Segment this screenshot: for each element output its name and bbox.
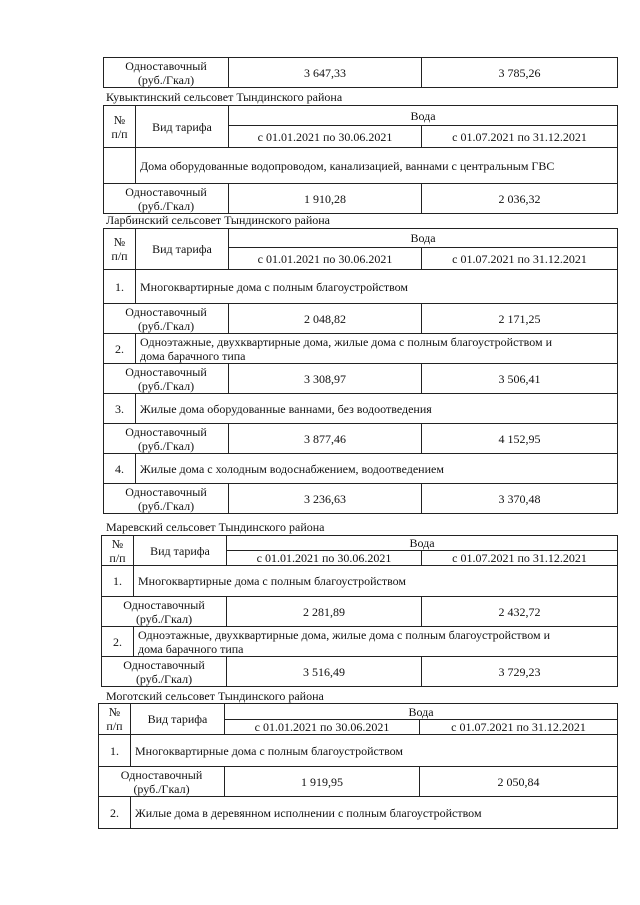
category-cell: Одноэтажные, двухквартирные дома, жилые дома с полным благоустройством и дома барачного типа	[134, 627, 618, 657]
num-header: № п/п	[99, 704, 131, 735]
category-cell: Жилые дома в деревянном исполнении с полным благоустройством	[131, 797, 618, 829]
mareya-table	[101, 535, 618, 687]
period1-header: с 01.01.2021 по 30.06.2021	[229, 126, 422, 148]
unit-cell: Одноставочный (руб./Гкал)	[102, 597, 227, 627]
value-cell: 4 152,95	[422, 424, 618, 454]
larba-table	[103, 228, 618, 514]
mogot-table	[98, 703, 618, 829]
value-cell: 2 281,89	[227, 597, 422, 627]
period2-header: с 01.07.2021 по 31.12.2021	[422, 248, 618, 270]
category-cell: Многоквартирные дома с полным благоустройством	[134, 566, 618, 597]
unit-cell: Одноставочный (руб./Гкал)	[104, 364, 229, 394]
water-header: Вода	[227, 536, 618, 551]
value-cell: 3 236,63	[229, 484, 422, 514]
num-header: № п/п	[102, 536, 134, 566]
period2-header: с 01.07.2021 по 31.12.2021	[420, 720, 618, 735]
num-cell	[104, 148, 136, 184]
category-cell: Дома оборудованные водопроводом, канализацией, ваннами с центральным ГВС	[136, 148, 618, 184]
value-cell: 3 729,23	[422, 657, 618, 687]
num-cell: 1.	[104, 270, 136, 304]
unit-cell: Одноставочный (руб./Гкал)	[99, 767, 225, 797]
value-cell: 2 036,32	[422, 184, 618, 214]
num-cell: 1.	[99, 735, 131, 767]
water-header: Вода	[229, 106, 618, 126]
period2-header: с 01.07.2021 по 31.12.2021	[422, 551, 618, 566]
tariff-type-header: Вид тарифа	[134, 536, 227, 566]
value-cell: 3 877,46	[229, 424, 422, 454]
unit-cell: Одноставочный (руб./Гкал)	[104, 58, 229, 88]
value-cell: 3 506,41	[422, 364, 618, 394]
category-cell: Многоквартирные дома с полным благоустройством	[136, 270, 618, 304]
period1-header: с 01.01.2021 по 30.06.2021	[227, 551, 422, 566]
category-cell: Одноэтажные, двухквартирные дома, жилые дома с полным благоустройством и дома барачного типа	[136, 334, 618, 364]
unit-cell: Одноставочный (руб./Гкал)	[104, 484, 229, 514]
tariff-type-header: Вид тарифа	[136, 229, 229, 270]
num-cell: 1.	[102, 566, 134, 597]
value-cell: 1 910,28	[229, 184, 422, 214]
value-cell: 3 370,48	[422, 484, 618, 514]
water-header: Вода	[229, 229, 618, 248]
num-cell: 4.	[104, 454, 136, 484]
unit-cell: Одноставочный (руб./Гкал)	[104, 184, 229, 214]
value-cell: 2 048,82	[229, 304, 422, 334]
num-cell: 2.	[104, 334, 136, 364]
section-title-mareya: Маревский сельсовет Тындинского района	[106, 520, 325, 534]
value-cell: 3 647,33	[229, 58, 422, 88]
section-title-mogot: Моготский сельсовет Тындинского района	[106, 689, 324, 703]
period1-header: с 01.01.2021 по 30.06.2021	[229, 248, 422, 270]
category-cell: Жилые дома с холодным водоснабжением, водоотведением	[136, 454, 618, 484]
kuvykta-table	[103, 105, 618, 214]
unit-cell: Одноставочный (руб./Гкал)	[102, 657, 227, 687]
num-header: № п/п	[104, 229, 136, 270]
num-cell: 2.	[99, 797, 131, 829]
value-cell: 2 432,72	[422, 597, 618, 627]
tariff-type-header: Вид тарифа	[136, 106, 229, 148]
section-title-larba: Ларбинский сельсовет Тындинского района	[106, 213, 330, 227]
num-header: № п/п	[104, 106, 136, 148]
water-header: Вода	[225, 704, 618, 720]
tariff-type-header: Вид тарифа	[131, 704, 225, 735]
top-table	[103, 57, 618, 88]
unit-cell: Одноставочный (руб./Гкал)	[104, 424, 229, 454]
value-cell: 3 785,26	[422, 58, 618, 88]
value-cell: 2 171,25	[422, 304, 618, 334]
value-cell: 3 516,49	[227, 657, 422, 687]
num-cell: 3.	[104, 394, 136, 424]
value-cell: 1 919,95	[225, 767, 420, 797]
period2-header: с 01.07.2021 по 31.12.2021	[422, 126, 618, 148]
num-cell: 2.	[102, 627, 134, 657]
section-title-kuvykta: Кувыктинский сельсовет Тындинского района	[106, 90, 343, 104]
category-cell: Многоквартирные дома с полным благоустройством	[131, 735, 618, 767]
unit-cell: Одноставочный (руб./Гкал)	[104, 304, 229, 334]
value-cell: 3 308,97	[229, 364, 422, 394]
value-cell: 2 050,84	[420, 767, 618, 797]
category-cell: Жилые дома оборудованные ваннами, без водоотведения	[136, 394, 618, 424]
period1-header: с 01.01.2021 по 30.06.2021	[225, 720, 420, 735]
